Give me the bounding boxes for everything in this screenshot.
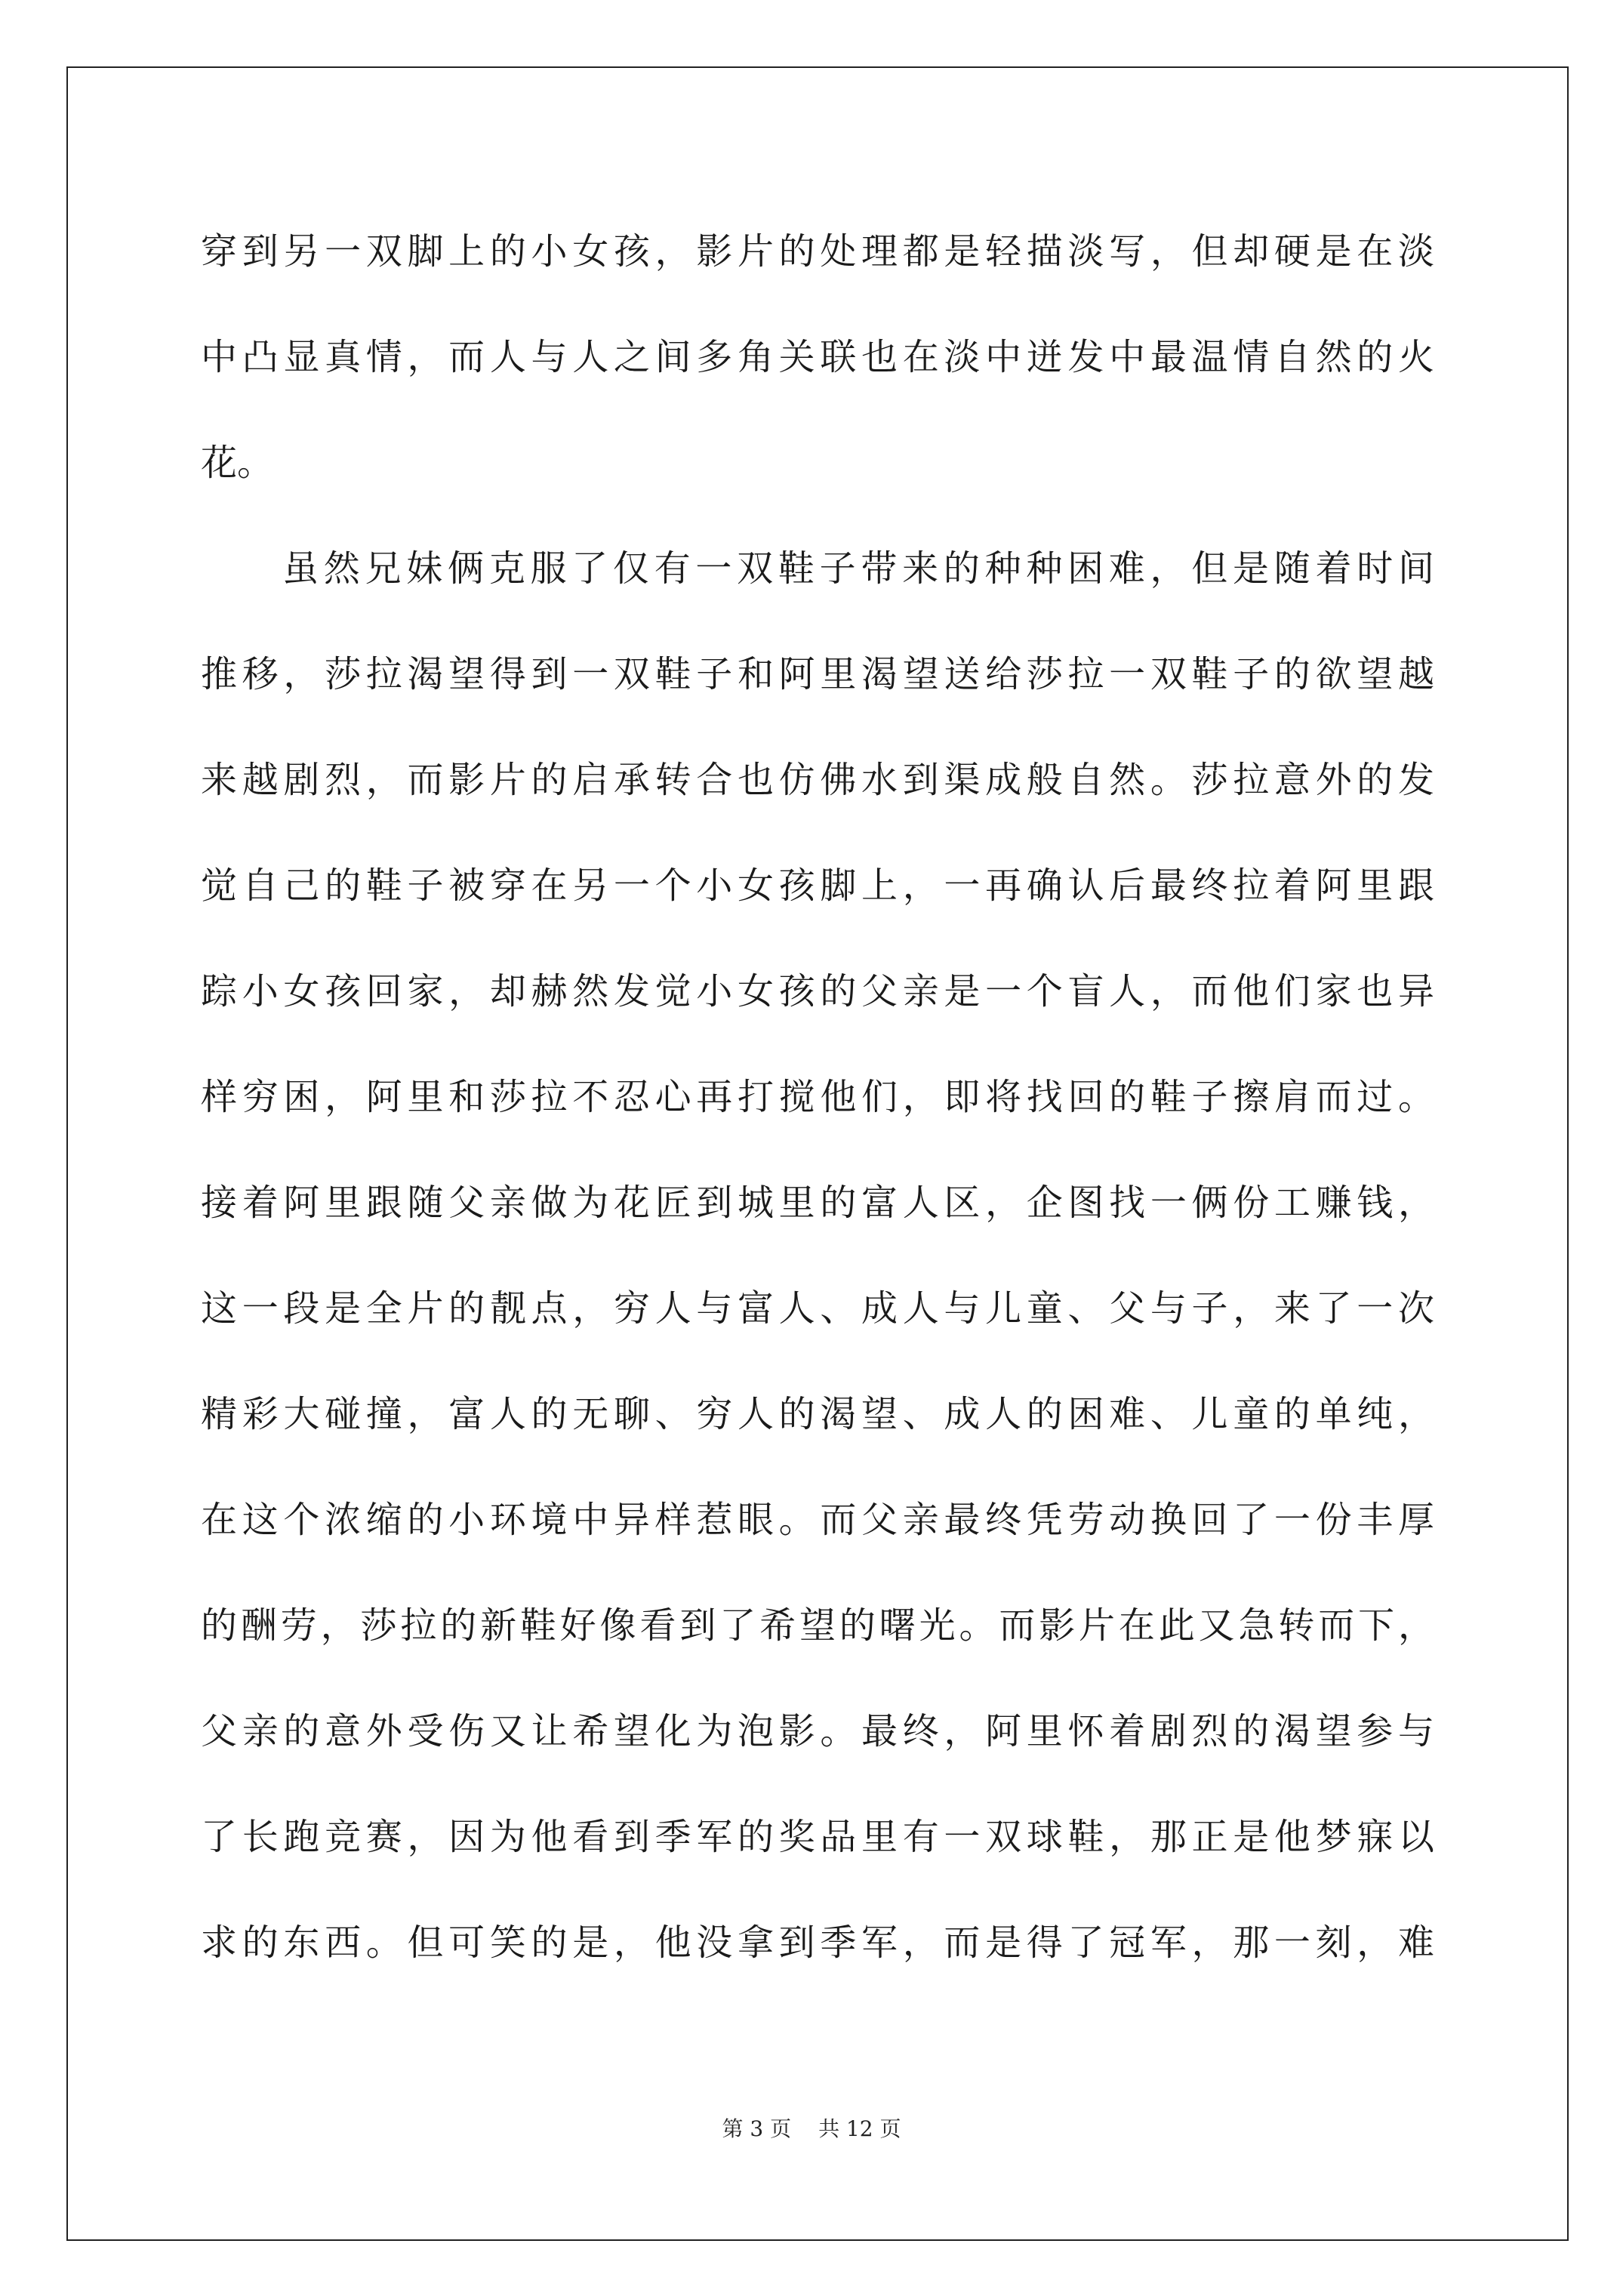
text-line: 接着阿里跟随父亲做为花匠到城里的富人区，企图找一俩份工赚钱， — [201, 1182, 1434, 1224]
text-line: 的酬劳，莎拉的新鞋好像看到了希望的曙光。而影片在此又急转而下， — [201, 1604, 1434, 1647]
text-line: 虽然兄妹俩克服了仅有一双鞋子带来的种种困难，但是随着时间 — [282, 547, 1434, 590]
text-line: 这一段是全片的靓点，穷人与富人、成人与儿童、父与子，来了一次 — [201, 1287, 1434, 1330]
document-body — [201, 219, 1434, 2016]
text-line: 父亲的意外受伤又让希望化为泡影。最终，阿里怀着剧烈的渴望参与 — [201, 1710, 1434, 1752]
text-line: 中凸显真情，而人与人之间多角关联也在淡中迸发中最温情自然的火 — [201, 336, 1434, 378]
text-line: 推移，莎拉渴望得到一双鞋子和阿里渴望送给莎拉一双鞋子的欲望越 — [201, 653, 1434, 695]
text-line: 觉自己的鞋子被穿在另一个小女孩脚上，一再确认后最终拉着阿里跟 — [201, 864, 1434, 907]
text-line: 精彩大碰撞，富人的无聊、穷人的渴望、成人的困难、儿童的单纯， — [201, 1393, 1434, 1435]
text-line: 花。 — [201, 442, 274, 484]
text-line: 求的东西。但可笑的是，他没拿到季军，而是得了冠军，那一刻，难 — [201, 1922, 1434, 1964]
page-footer — [0, 2114, 1623, 2144]
text-line: 踪小女孩回家，却赫然发觉小女孩的父亲是一个盲人，而他们家也异 — [201, 970, 1434, 1012]
text-line: 穿到另一双脚上的小女孩，影片的处理都是轻描淡写，但却硬是在淡 — [201, 230, 1434, 273]
page-number-total: 共 12 页 — [818, 2116, 901, 2141]
page-number-current: 第 3 页 — [722, 2116, 792, 2141]
text-line: 了长跑竞赛，因为他看到季军的奖品里有一双球鞋，那正是他梦寐以 — [201, 1816, 1434, 1858]
text-line: 来越剧烈，而影片的启承转合也仿佛水到渠成般自然。莎拉意外的发 — [201, 759, 1434, 801]
text-line: 在这个浓缩的小环境中异样惹眼。而父亲最终凭劳动换回了一份丰厚 — [201, 1499, 1434, 1541]
text-line: 样穷困，阿里和莎拉不忍心再打搅他们，即将找回的鞋子擦肩而过。 — [201, 1076, 1434, 1118]
